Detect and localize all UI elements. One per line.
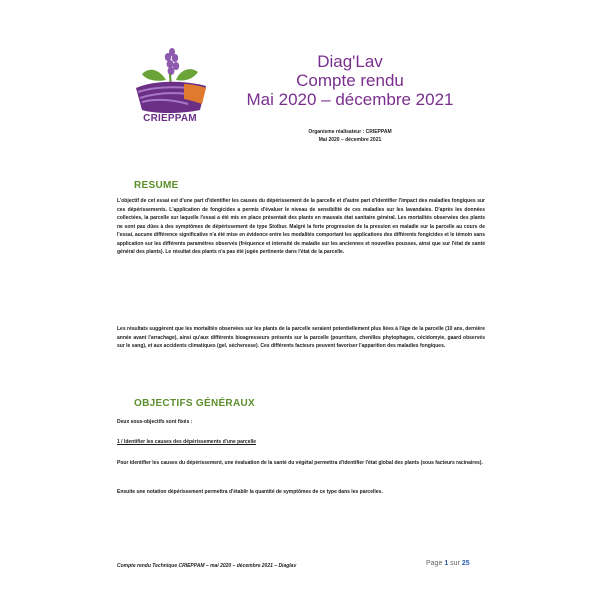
- page-current: 1: [444, 560, 449, 567]
- objectifs-paragraph-1: Pour identifier les causes du dépérissement, une évaluation de la santé du végétal permettra d'identifier l'état global des plants (sous facteurs racinaires).: [117, 460, 483, 466]
- title-line-3: Mai 2020 – décembre 2021: [246, 90, 454, 109]
- organisme-line-2: Mai 2020 – décembre 2021: [318, 137, 382, 143]
- title-line-2: Compte rendu: [296, 71, 404, 90]
- organisme-line-1: Organisme réalisateur : CRIEPPAM: [308, 129, 392, 135]
- resume-paragraph-1: L'objectif de cet essai est d'une part d'identifier les causes du dépérissement de la parcelle et d'autre part d'identifier l'impact des maladies fongiques sur ces dépérissements. L'application de fongicides a permis d'évaluer le niveau de sensibilité de ces maladies sur les lavandaies. D'après les données collectées, la parcelle sur laquelle l'essai a été mis en place présentait des plants en mauvais état sanitaire général. Les mortalités observées des plants ne sont pas dûes à des symptômes de dépérissement de type Stolbur. Malgré la forte progression de la pression en maladie sur la parcelle au cours de l'essai, aucune différence significative n'a été mise en évidence entre les modalités comportant les applications des différents fongicides et le témoin sans application sur les différents paramètres observés (fréquence et intensité de maladie sur les anciennes et nouvelles pousses, ainsi que sur l'état de santé général des plants). Le résultat des plants n'a pas été jugée pertinente dans l'état de la parcelle.: [117, 198, 485, 255]
- crieppam-logo: [128, 44, 212, 130]
- objectifs-paragraph-2: Ensuite une notation dépérissement permettra d'établir la quantité de symptômes de ce type dans les parcelles.: [117, 489, 383, 495]
- objectifs-intro: Deux sous-objectifs sont fixés :: [117, 419, 193, 425]
- page-number: [426, 560, 470, 567]
- footer-text: Compte rendu Technique CRIEPPAM – mai 2020 – décembre 2021 – Diaglav: [117, 563, 297, 569]
- logo-text: CRIEPPAM: [143, 113, 197, 124]
- page-total: 25: [461, 560, 470, 567]
- objectifs-subheading-1: 1 / Identifier les causes des dépérissements d'une parcelle: [117, 439, 257, 445]
- organisme-block: [235, 128, 465, 144]
- title-line-1: Diag'Lav: [317, 52, 383, 71]
- resume-heading: RESUME: [134, 180, 179, 191]
- of-word: sur: [450, 560, 460, 567]
- objectifs-heading: OBJECTIFS GÉNÉRAUX: [134, 398, 255, 409]
- page-word: Page: [426, 560, 443, 567]
- document-title: [215, 52, 485, 109]
- resume-paragraph-2: Les résultats suggèrent que les mortalités observées sur les plants de la parcelle seraient potentiellement plus liées à l'âge de la parcelle (10 ans, dernière année avant l'arrachage), ainsi qu'aux différents bioagresseurs présents sur la parcelle (pourriture, chenilles phytophages, cécidomyie, gaard observés sur le sang), et aux accidents climatiques (gel, sécheresse). Ces différents facteurs peuvent favoriser l'apparition des maladies fongiques.: [117, 326, 485, 349]
